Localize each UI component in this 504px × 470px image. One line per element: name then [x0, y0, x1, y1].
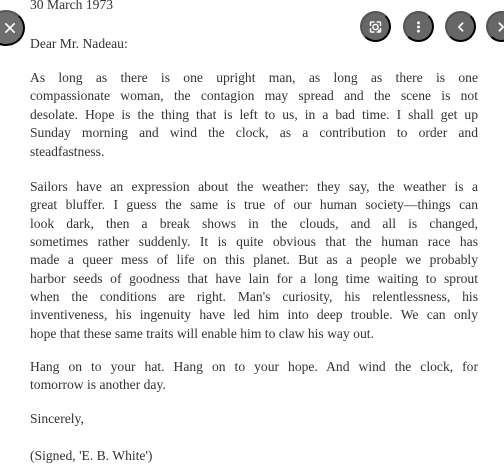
- paragraph-3-line-2: tomorrow is another day.: [30, 377, 166, 392]
- paragraph-2-line-6: harbor seeds of goodness that have lain for a long time waiting to sprout: [30, 271, 478, 286]
- lens-icon: [368, 19, 383, 35]
- previous-image-button[interactable]: [445, 11, 476, 42]
- letter-date: 30 March 1973: [30, 0, 114, 12]
- paragraph-2-line-8: inventiveness, his ingenuity have led him into deep trouble. We can only: [30, 307, 478, 322]
- close-icon: [3, 18, 17, 38]
- paragraph-2-line-3: look dark, then a break shows in the clouds, and all is changed,: [30, 216, 478, 231]
- paragraph-1-line-1: As long as there is one upright man, as long as there is one: [30, 70, 478, 85]
- paragraph-1-line-3: desolate. Hope is the thing that is left to us, in a bad time. I shall get up: [30, 107, 478, 122]
- letter-salutation: Dear Mr. Nadeau:: [30, 36, 128, 51]
- paragraph-1-line-2: compassionate woman, the contagion may spread and the scene is not: [30, 88, 478, 103]
- paragraph-2-line-4: sometimes rather suddenly. It is quite obvious that the human race has: [30, 234, 478, 249]
- paragraph-2-line-5: made a queer mess of life on this planet. But as a people we probably: [30, 252, 478, 267]
- letter-signature: (Signed, 'E. B. White'): [30, 448, 153, 463]
- paragraph-2-line-1: Sailors have an expression about the weather: they say, the weather is a: [30, 179, 478, 194]
- lens-search-button[interactable]: [360, 11, 391, 42]
- paragraph-2-line-7: when the conditions are right. Man's curiosity, his relentlessness, his: [30, 289, 478, 304]
- paragraph-1-line-4: Sunday morning and wind the clock, as a contribution to order and: [30, 125, 478, 140]
- more-vertical-icon: [411, 19, 426, 35]
- letter-closing: Sincerely,: [30, 411, 84, 426]
- chevron-left-icon: [453, 19, 468, 35]
- paragraph-2-line-2: great bluffer. I guess the same is true of our human society—things can: [30, 197, 478, 212]
- paragraph-2-line-9: hope that these same traits will enable him to claw his way out.: [30, 326, 374, 341]
- chevron-right-icon: [494, 19, 504, 35]
- paragraph-3-line-1: Hang on to your hat. Hang on to your hope. And wind the clock, for: [30, 359, 478, 374]
- paragraph-1-line-5: steadfastness.: [30, 144, 105, 159]
- more-options-button[interactable]: [403, 11, 434, 42]
